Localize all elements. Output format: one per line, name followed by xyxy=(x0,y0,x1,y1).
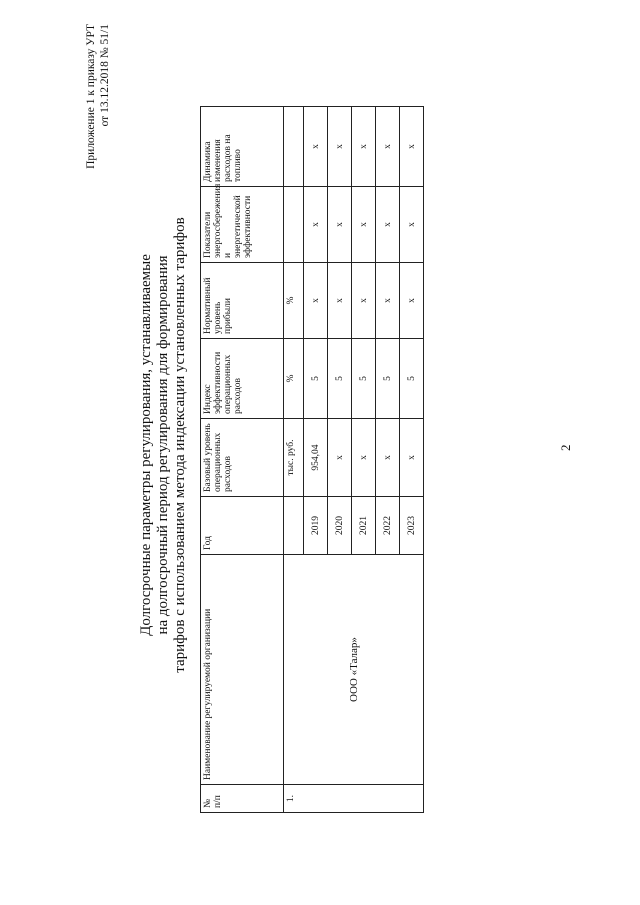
organization-cell: ООО «Талар» xyxy=(284,555,424,785)
cell-index: 5 xyxy=(328,339,352,419)
cell-energy: x xyxy=(328,187,352,263)
cell-base: x xyxy=(400,419,424,497)
cell-energy: x xyxy=(376,187,400,263)
cell-index: 5 xyxy=(352,339,376,419)
cell-index: 5 xyxy=(304,339,328,419)
cell-year: 2023 xyxy=(400,497,424,555)
parameters-table xyxy=(200,106,424,813)
header-profit-level: Нормативный уровень прибыли xyxy=(201,263,284,339)
header-fuel-dynamics: Динамика изменения расходов на топливо xyxy=(201,107,284,187)
cell-base: x xyxy=(376,419,400,497)
cell-profit: x xyxy=(304,263,328,339)
header-num: № п/п xyxy=(201,785,284,813)
cell-year: 2019 xyxy=(304,497,328,555)
cell-fuel: x xyxy=(376,107,400,187)
units-profit-cell: % xyxy=(284,263,304,339)
cell-base: 954,04 xyxy=(304,419,328,497)
cell-fuel: x xyxy=(352,107,376,187)
header-base-opex: Базовый уровень операционных расходов xyxy=(201,419,284,497)
cell-year: 2022 xyxy=(376,497,400,555)
cell-profit: x xyxy=(400,263,424,339)
cell-fuel: x xyxy=(304,107,328,187)
appendix-line-1: Приложение 1 к приказу УРТ xyxy=(85,24,97,169)
title-line-1: Долгосрочные параметры регулирования, устанавливаемые xyxy=(138,254,154,636)
units-fuel-cell xyxy=(284,107,304,187)
cell-year: 2020 xyxy=(328,497,352,555)
header-year: Год xyxy=(201,497,284,555)
cell-energy: x xyxy=(352,187,376,263)
header-efficiency-index: Индекс эффективности операционных расходов xyxy=(201,339,284,419)
document-title xyxy=(138,215,189,675)
row-number-cell: 1. xyxy=(284,785,424,813)
cell-base: x xyxy=(352,419,376,497)
title-line-2: на долгосрочный период регулирования для формирования xyxy=(155,255,171,635)
cell-energy: x xyxy=(400,187,424,263)
table-header-row xyxy=(201,107,284,813)
header-energy-saving: Показатели энергосбережения и энергетической эффективности xyxy=(201,187,284,263)
cell-year: 2021 xyxy=(352,497,376,555)
cell-fuel: x xyxy=(400,107,424,187)
units-base-cell: тыс. руб. xyxy=(284,419,304,497)
cell-index: 5 xyxy=(376,339,400,419)
appendix-note xyxy=(84,24,112,169)
units-index-cell: % xyxy=(284,339,304,419)
table-body xyxy=(284,107,424,813)
header-organization: Наименование регулируемой организации xyxy=(201,555,284,785)
title-line-3: тарифов с использованием метода индексации установленных тарифов xyxy=(172,217,188,673)
cell-energy: x xyxy=(304,187,328,263)
appendix-line-2: от 13.12.2018 № 51/1 xyxy=(99,24,111,127)
units-energy-cell xyxy=(284,187,304,263)
cell-profit: x xyxy=(328,263,352,339)
cell-fuel: x xyxy=(328,107,352,187)
page-number: 2 xyxy=(558,444,573,451)
cell-index: 5 xyxy=(400,339,424,419)
cell-profit: x xyxy=(352,263,376,339)
units-row xyxy=(284,107,304,813)
cell-profit: x xyxy=(376,263,400,339)
units-year-cell xyxy=(284,497,304,555)
cell-base: x xyxy=(328,419,352,497)
